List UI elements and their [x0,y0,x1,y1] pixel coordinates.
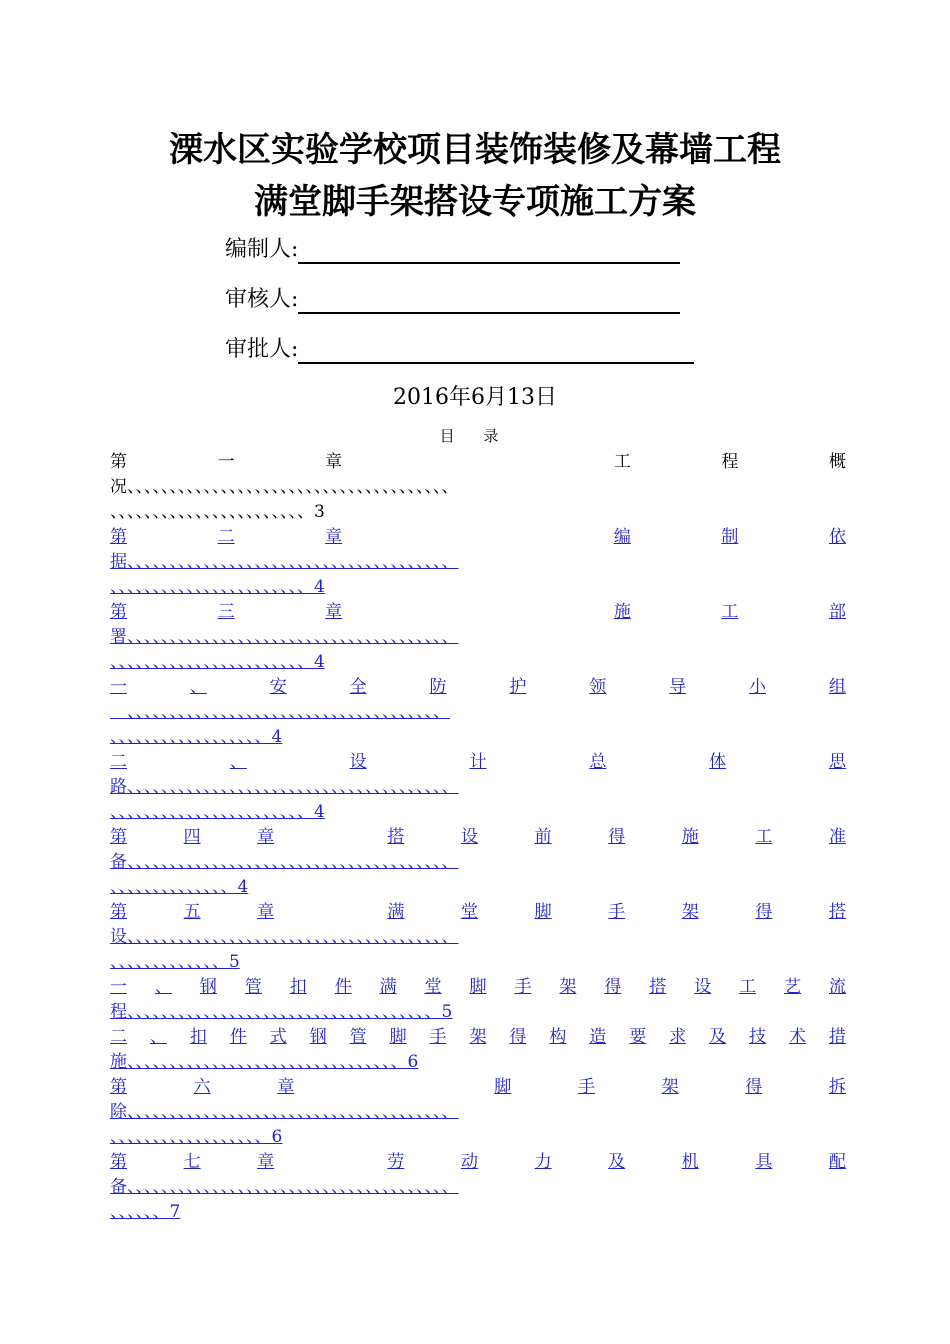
toc-heading-char: 、 [149,1027,167,1047]
toc-heading-char: 脚 [534,902,552,922]
toc-entry[interactable] [110,1075,846,1150]
toc-entry-heading-line [110,600,846,625]
toc-heading-char: 艺 [784,977,802,997]
reviewer-label: 审核人: [225,287,299,312]
toc-entry-heading-line [110,825,846,850]
toc-entry[interactable] [110,900,846,975]
toc-heading-char: 一 [217,452,235,472]
toc-title: 目 录 [439,427,511,445]
toc-heading-char: 设 [694,977,712,997]
toc-heading-char: 得 [509,1027,527,1047]
toc-entry-page-number: 、、、、、、、、、、、、、5 [110,952,240,972]
toc-entry-leader-line: 设、、、、、、、、、、、、、、、、、、、、、、、、、、、、、、、、、、、、、、 [110,927,459,947]
toc-heading-char: 第 [110,602,127,622]
toc-heading-char: 得 [745,1077,763,1097]
toc-heading-char: 章 [325,527,343,547]
toc-heading-char: 工 [755,827,773,847]
toc-heading-char: 七 [183,1152,201,1172]
compiler-label: 编制人: [225,237,299,262]
toc-heading-char: 二 [110,1027,127,1047]
toc-heading-char: 拆 [828,1077,846,1097]
approver-signature-line [298,336,694,364]
toc-heading-char: 六 [193,1077,211,1097]
toc-heading-char: 思 [828,752,846,772]
toc-heading-char: 一 [110,977,127,997]
toc-heading-char: 施 [681,827,699,847]
toc-heading-char: 动 [460,1152,478,1172]
toc-heading-char: 一 [110,677,127,697]
toc-heading-char: 全 [349,677,367,697]
toc-heading-char: 件 [334,977,352,997]
toc-heading-char: 编 [613,527,631,547]
toc-heading-char: 手 [577,1077,595,1097]
toc-heading-char: 二 [217,527,235,547]
toc-heading-char: 章 [257,827,275,847]
toc-heading-char: 手 [514,977,532,997]
toc-entry[interactable] [110,975,846,1025]
toc-heading-char: 设 [349,752,367,772]
toc-entry-heading-line [110,525,846,550]
toc-heading-char: 配 [828,1152,846,1172]
toc-heading-char: 二 [110,752,127,772]
toc-heading-char: 架 [681,902,699,922]
toc-heading-char: 第 [110,1152,127,1172]
document-title-line2: 满堂脚手架搭设专项施工方案 [254,182,696,222]
toc-heading-char: 部 [828,602,846,622]
toc-heading-char: 堂 [460,902,478,922]
toc-heading-char: 概 [828,452,846,472]
toc-heading-char: 管 [244,977,262,997]
toc-heading-char: 组 [828,677,846,697]
toc-heading-char: 准 [828,827,846,847]
toc-heading-char: 章 [257,902,275,922]
toc-heading-char: 防 [429,677,447,697]
toc-entry-heading-line [110,1075,846,1100]
toc-heading-char: 搭 [649,977,667,997]
toc-entry-page-number: 、、、、、、、、、、、、、、、、、、4 [110,727,283,747]
toc-heading-char: 措 [828,1027,846,1047]
toc-heading-char: 计 [469,752,487,772]
toc-entry-page-number: 、、、、、、、、、、、、、、4 [110,877,249,897]
toc-heading-char: 力 [534,1152,552,1172]
toc-heading-char: 及 [709,1027,727,1047]
toc-heading-char: 钢 [199,977,217,997]
toc-heading-char: 求 [669,1027,687,1047]
toc-entry[interactable] [110,750,846,825]
toc-entry[interactable] [110,1150,846,1225]
toc-entry-leader-line: 、、、、、、、、、、、、、、、、、、、、、、、、、、、、、、、、、、、、、 [110,702,450,722]
toc-heading-char: 式 [269,1027,287,1047]
toc-heading-char: 施 [613,602,631,622]
toc-entry-heading-line [110,900,846,925]
toc-entry-leader-line: 除、、、、、、、、、、、、、、、、、、、、、、、、、、、、、、、、、、、、、、 [110,1102,459,1122]
toc-heading-char: 章 [325,602,343,622]
toc-heading-char: 具 [755,1152,773,1172]
approver-label: 审批人: [225,337,299,362]
toc-heading-char: 、 [154,977,172,997]
toc-heading-char: 、 [189,677,207,697]
toc-entry-heading-line [110,1150,846,1175]
toc-entry-page-number: 、、、、、、、、、、、、、、、、、、、、、、、4 [110,577,325,597]
toc-heading-char: 满 [379,977,397,997]
toc-heading-char: 架 [661,1077,679,1097]
toc-heading-char: 章 [257,1152,275,1172]
toc-heading-char: 第 [110,527,127,547]
toc-entry-leader-line: 施、、、、、、、、、、、、、、、、、、、、、、、、、、、、、、、、6 [110,1052,419,1072]
compiler-signature-line [298,236,680,264]
toc-heading-char: 得 [608,827,626,847]
toc-entry-leader-line: 况、、、、、、、、、、、、、、、、、、、、、、、、、、、、、、、、、、、、、、 [110,477,459,497]
toc-heading-char: 体 [709,752,727,772]
toc-entry[interactable] [110,600,846,675]
toc-entry-heading-line [110,675,846,700]
toc-entry[interactable] [110,1025,846,1075]
toc-entry-leader-line: 备、、、、、、、、、、、、、、、、、、、、、、、、、、、、、、、、、、、、、、 [110,852,459,872]
toc-heading-char: 第 [110,827,127,847]
toc-heading-char: 依 [828,527,846,547]
toc-heading-char: 架 [469,1027,487,1047]
toc-heading-char: 术 [788,1027,806,1047]
toc-heading-char: 手 [429,1027,447,1047]
toc-heading-char: 总 [589,752,607,772]
toc-entry [110,450,846,525]
toc-entry-page-number: 、、、、、、、、、、、、、、、、、、、、、、、4 [110,652,325,672]
toc-heading-char: 得 [604,977,622,997]
toc-heading-char: 制 [721,527,739,547]
toc-heading-char: 搭 [387,827,405,847]
toc-heading-char: 扣 [189,1027,207,1047]
toc-heading-char: 程 [721,452,739,472]
toc-heading-char: 脚 [494,1077,512,1097]
toc-heading-char: 前 [534,827,552,847]
toc-heading-char: 劳 [387,1152,405,1172]
toc-heading-char: 构 [549,1027,567,1047]
toc-heading-char: 工 [739,977,757,997]
document-title-line1: 溧水区实验学校项目装饰装修及幕墙工程 [169,130,781,170]
toc-heading-char: 架 [559,977,577,997]
toc-heading-char: 第 [110,1077,127,1097]
toc-heading-char: 搭 [828,902,846,922]
toc-entry-leader-line: 署、、、、、、、、、、、、、、、、、、、、、、、、、、、、、、、、、、、、、、 [110,627,459,647]
toc-heading-char: 护 [509,677,527,697]
toc-entry-leader-line: 备、、、、、、、、、、、、、、、、、、、、、、、、、、、、、、、、、、、、、、 [110,1177,459,1197]
toc-entry-heading-line [110,1025,846,1050]
toc-heading-char: 扣 [289,977,307,997]
toc-entry[interactable] [110,825,846,900]
toc-entry-leader-line: 程、、、、、、、、、、、、、、、、、、、、、、、、、、、、、、、、、、、、5 [110,1002,453,1022]
toc-heading-char: 安 [269,677,287,697]
document-date: 2016年6月13日 [393,385,557,410]
toc-heading-char: 工 [613,452,631,472]
signature-compiler [225,236,680,266]
table-of-contents [110,450,846,1225]
toc-entry-leader-line: 路、、、、、、、、、、、、、、、、、、、、、、、、、、、、、、、、、、、、、、 [110,777,459,797]
toc-heading-char: 及 [608,1152,626,1172]
toc-heading-char: 脚 [469,977,487,997]
toc-entry-heading-line [110,750,846,775]
toc-heading-char: 三 [217,602,235,622]
toc-heading-char: 要 [629,1027,647,1047]
toc-heading-char: 技 [749,1027,766,1047]
toc-heading-char: 、 [229,752,247,772]
toc-entry-heading-line [110,975,846,1000]
toc-entry-heading-line [110,450,846,475]
signature-reviewer [225,286,680,316]
toc-heading-char: 流 [829,977,846,997]
toc-heading-char: 件 [229,1027,247,1047]
toc-heading-char: 工 [721,602,739,622]
toc-heading-char: 章 [277,1077,295,1097]
toc-heading-char: 堂 [424,977,442,997]
toc-heading-char: 钢 [309,1027,327,1047]
toc-heading-char: 第 [110,902,127,922]
toc-heading-char: 导 [669,677,687,697]
toc-entry[interactable] [110,675,846,750]
toc-heading-char: 领 [589,677,607,697]
toc-entry-page-number: 、、、、、、、、、、、、、、、、、、、、、、、4 [110,802,325,822]
toc-heading-char: 满 [387,902,405,922]
toc-heading-char: 管 [349,1027,367,1047]
toc-heading-char: 四 [183,827,201,847]
toc-heading-char: 五 [183,902,201,922]
toc-entry[interactable] [110,525,846,600]
toc-entry-page-number: 、、、、、、、、、、、、、、、、、、6 [110,1127,283,1147]
toc-entry-page-number: 、、、、、、、、、、、、、、、、、、、、、、、3 [110,502,325,522]
toc-heading-char: 脚 [389,1027,407,1047]
toc-heading-char: 第 [110,452,127,472]
toc-heading-char: 得 [755,902,773,922]
toc-heading-char: 造 [589,1027,607,1047]
toc-heading-char: 手 [608,902,626,922]
toc-heading-char: 设 [460,827,478,847]
toc-heading-char: 小 [749,677,766,697]
toc-heading-char: 机 [681,1152,699,1172]
toc-heading-char: 章 [325,452,343,472]
toc-entry-leader-line: 据、、、、、、、、、、、、、、、、、、、、、、、、、、、、、、、、、、、、、、 [110,552,459,572]
toc-entry-page-number: 、、、、、、7 [110,1202,181,1222]
signature-approver [225,336,694,366]
reviewer-signature-line [298,286,680,314]
